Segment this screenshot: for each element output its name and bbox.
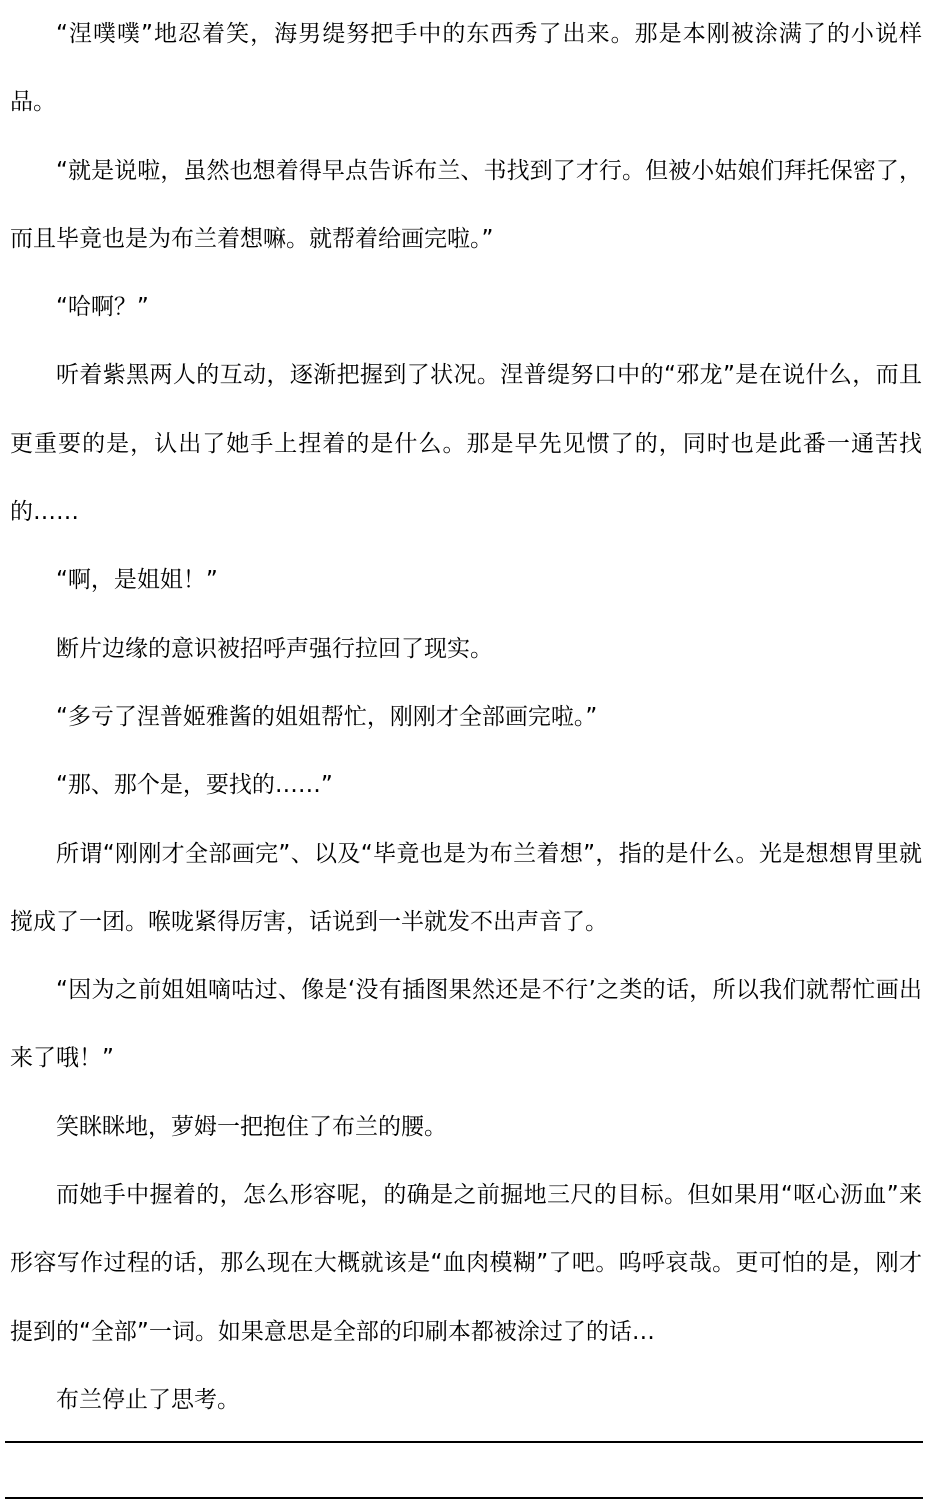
- paragraph: 布兰停止了思考。: [56, 1386, 240, 1413]
- paragraph: “啊，是姐姐！”: [56, 567, 218, 594]
- horizontal-divider: [5, 1441, 923, 1443]
- paragraph: 断片边缘的意识被招呼声强行拉回了现实。: [56, 635, 493, 662]
- paragraph: “哈啊？”: [56, 294, 149, 321]
- horizontal-divider: [5, 1497, 923, 1499]
- body-text: [10, 0, 922, 1434]
- paragraph: “那、那个是，要找的……”: [56, 772, 333, 799]
- paragraph: “因为之前姐姐嘀咕过、像是‘没有插图果然还是不行’之类的话，所以我们就帮忙画出来了哦！”: [10, 977, 922, 1072]
- paragraph: “多亏了涅普姬雅酱的姐姐帮忙，刚刚才全部画完啦。”: [56, 703, 598, 730]
- paragraph: “涅噗噗”地忍着笑，海男缇努把手中的东西秀了出来。那是本刚被涂满了的小说样品。: [10, 21, 922, 116]
- paragraph: “就是说啦，虽然也想着得早点告诉布兰、书找到了才行。但被小姑娘们拜托保密了，而且毕竟也是为布兰着想嘛。就帮着给画完啦。”: [10, 157, 922, 252]
- paragraph: 听着紫黑两人的互动，逐渐把握到了状况。涅普缇努口中的“邪龙”是在说什么，而且更重要的是，认出了她手上捏着的是什么。那是早先见惯了的，同时也是此番一通苦找的……: [10, 362, 922, 526]
- paragraph: 所谓“刚刚才全部画完”、以及“毕竟也是为布兰着想”，指的是什么。光是想想胃里就搅成了一团。喉咙紧得厉害，话说到一半就发不出声音了。: [10, 840, 922, 935]
- paragraph: 而她手中握着的，怎么形容呢，的确是之前掘地三尺的目标。但如果用“呕心沥血”来形容写作过程的话，那么现在大概就该是“血肉模糊”了吧。呜呼哀哉。更可怕的是，刚才提到的“全部”一词。如果意思是全部的印刷本都被涂过了的话…: [10, 1182, 922, 1345]
- paragraph: 笑眯眯地，萝姆一把抱住了布兰的腰。: [56, 1113, 447, 1140]
